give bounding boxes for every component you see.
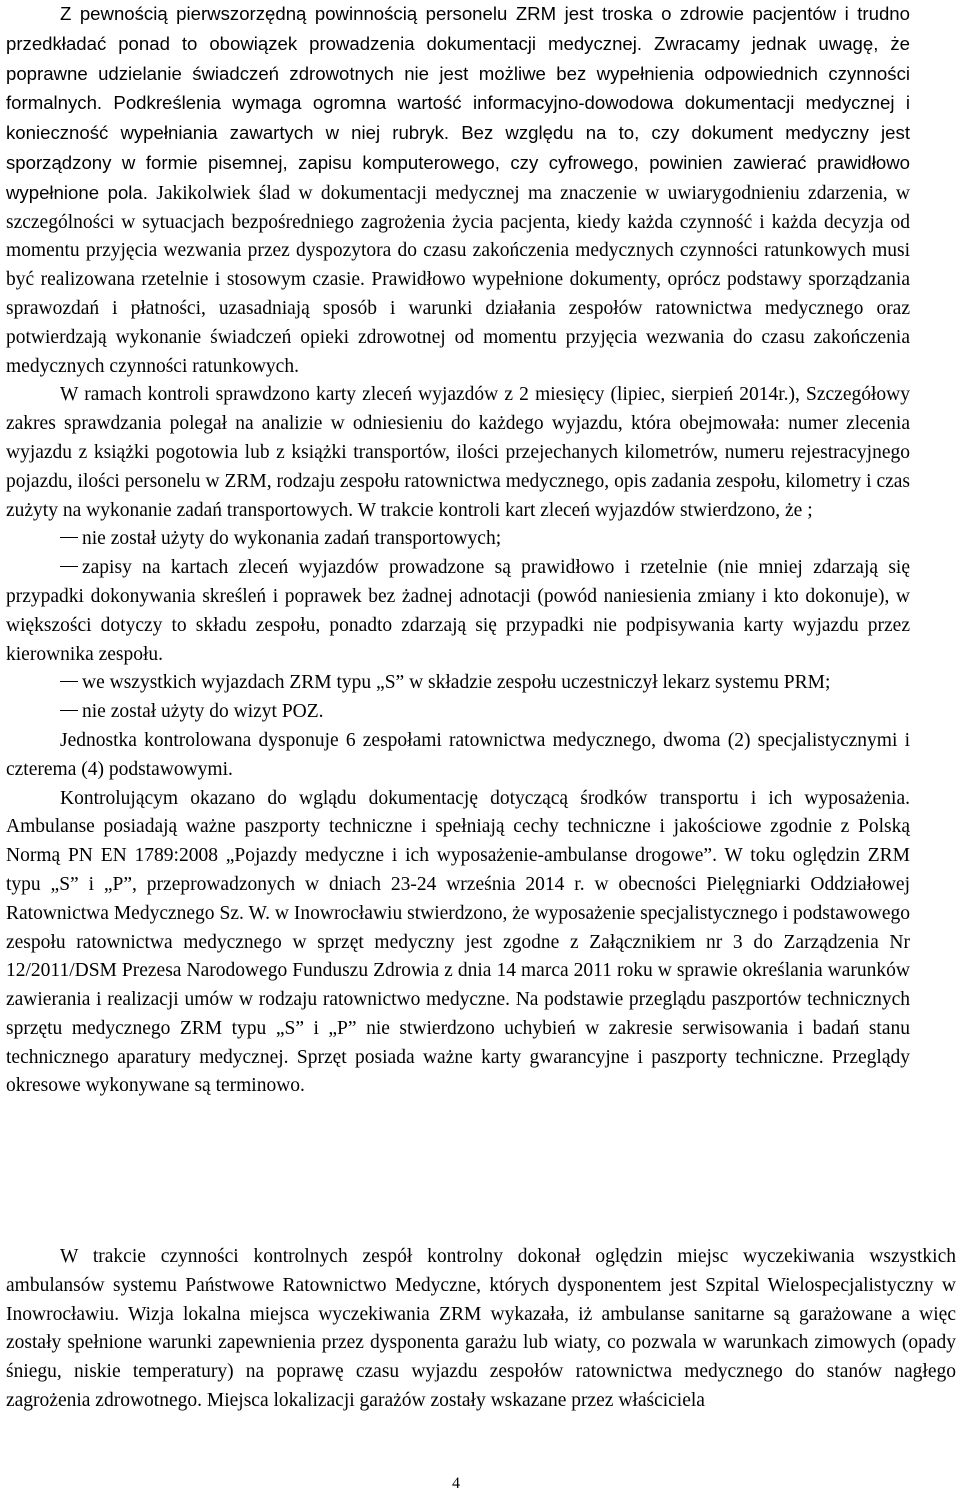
list-item-text: we wszystkich wyjazdach ZRM typu „S” w składzie zespołu uczestniczył lekarz systemu PRM;	[82, 672, 831, 694]
paragraph-control-scope: W ramach kontroli sprawdzono karty zleceń wyjazdów z 2 miesięcy (lipiec, sierpień 2014r.), Szczegółowy zakres sprawdzania polegał na analizie w odniesieniu do każdego wyjazdu, która obejmowała: numer zlecenia wyjazdu z książki pogotowia lub z książki transportów, ilości przejechanych kilometrów, numeru rejestracyjnego pojazdu, ilości personelu w ZRM, rodzaju zespołu ratownictwa medycznego, opis zadania zespołu, kilometry i czas zużyty na wykonanie zadań transportowych. W trakcie kontroli kart zleceń wyjazdów stwierdzono, że ;	[6, 384, 910, 521]
paragraph-equipment: Kontrolującym okazano do wglądu dokumentację dotyczącą środków transportu i ich wyposażenia. Ambulanse posiadają ważne paszporty techniczne i spełniają cechy techniczne i jakościowe zgodnie z Polską Normą PN EN 1789:2008 „Pojazdy medyczne i ich wyposażenie-ambulanse drogowe”. W toku oględzin ZRM typu „S” i „P”, przeprowadzonych w dniach 23-24 września 2014 r. w obecności Pielęgniarki Oddziałowej Ratownictwa Medycznego Sz. W. w Inowrocławiu stwierdzono, że wyposażenie specjalistycznego i podstawowego zespołu ratownictwa medycznego w sprzęt medyczny jest zgodne z Załącznikiem nr 3 do Zarządzenia Nr 12/2011/DSM Prezesa Narodowego Funduszu Zdrowia z dnia 14 marca 2011 roku w sprawie określania warunków zawierania i realizacji umów w rodzaju ratownictwo medyczne. Na podstawie przeglądu paszportów technicznych sprzętu medycznego ZRM typu „S” i „P” nie stwierdzono uchybień w zakresie serwisowania i badań stanu technicznego aparatury medycznej. Sprzęt posiada ważne karty gwarancyjne i paszporty techniczne. Przeglądy okresowe wykonywane są terminowo.	[6, 787, 910, 1097]
body-text-upper	[6, 0, 910, 1101]
dash-bullet-icon	[60, 537, 78, 538]
paragraph-sentence-formal: Zwracamy jednak uwagę, że poprawne udzielanie świadczeń zdrowotnych nie jest możliwe bez wypełnienia odpowiednich czynności formalnych. Podkreślenia wymaga ogromna wartość informacyjno-dowodowa dokumentacji medycznej i konieczność wypełniania zawartych w niej rubryk. Bez względu na to, czy dokument medyczny jest sporządzony w formie pisemnej, zapisu komputerowego, czy cyfrowego, powinien zawierać prawidłowo wypełnione pola.	[6, 32, 910, 203]
paragraph-garages: W trakcie czynności kontrolnych zespół kontrolny dokonał oględzin miejsc wyczekiwania wszystkich ambulansów systemu Państwowe Ratownictwo Medyczne, których dysponentem jest Szpital Wielospecjalistyczny w Inowrocławiu. Wizja lokalna miejsca wyczekiwania ZRM wykazała, iż ambulanse sanitarne są garażowane a więc zostały spełnione warunki zapewnienia przez dysponenta garażu lub wiaty, co pozwala w warunkach zimowych (opady śniegu, niskie temperatury) na poprawę czasu wyjazdu zespołów ratownictwa medycznego do stanów nagłego zagrożenia zdrowotnego. Miejsca lokalizacji garażów zostały wskazane przez właściciela	[6, 1246, 956, 1411]
list-item-text: zapisy na kartach zleceń wyjazdów prowadzone są prawidłowo i rzetelnie (nie mniej zdarzają się przypadki dokonywania skreśleń i poprawek bez żadnej adnotacji (powód naniesienia zmiany i kto dokonuje), w większości dotyczy to składu zespołu, ponadto zdarzają się przypadki nie podpisywania karty wyjazdu przez kierownika zespołu.	[6, 557, 910, 665]
dash-bullet-icon	[60, 566, 78, 567]
list-item-text: nie został użyty do wizyt POZ.	[82, 701, 324, 723]
list-item	[6, 525, 910, 554]
body-text-lower	[6, 1243, 956, 1416]
dash-bullet-icon	[60, 710, 78, 711]
paragraph-sentence-first: Z pewnością pierwszorzędną powinnością personelu ZRM jest troska o zdrowie pacjentów i trudno przedkładać ponad to obowiązek prowadzenia dokumentacji medycznej.	[6, 3, 910, 54]
list-item	[6, 698, 910, 727]
paragraph-teams: Jednostka kontrolowana dysponuje 6 zespołami ratownictwa medycznego, dwoma (2) specjalistycznymi i czterema (4) podstawowymi.	[6, 729, 910, 780]
paragraph-documentation-importance	[6, 0, 910, 381]
dash-bullet-icon	[60, 681, 78, 682]
list-item	[6, 669, 910, 698]
paragraph-sentence-trace: Jakikolwiek ślad w dokumentacji medycznej ma znaczenie w uwiarygodnieniu zdarzenia, w szczególności w sytuacjach bezpośredniego zagrożenia życia pacjenta, kiedy każda czynność i każda decyzja od momentu przyjęcia wezwania przez dyspozytora do czasu zakończenia medycznych czynności ratunkowych musi być realizowana rzetelnie i stosowym czasie. Prawidłowo wypełnione dokumenty, oprócz podstawy sporządzania sprawozdań i płatności, uzasadniają sposób i warunki działania zespołów ratownictwa medycznego oraz potwierdzają wykonanie świadczeń opieki zdrowotnej od momentu przyjęcia wezwania do czasu zakończenia medycznych czynności ratunkowych.	[6, 182, 910, 377]
list-item	[6, 554, 910, 669]
page-number: 4	[452, 1475, 460, 1492]
list-item-text: nie został użyty do wykonania zadań transportowych;	[82, 528, 502, 550]
